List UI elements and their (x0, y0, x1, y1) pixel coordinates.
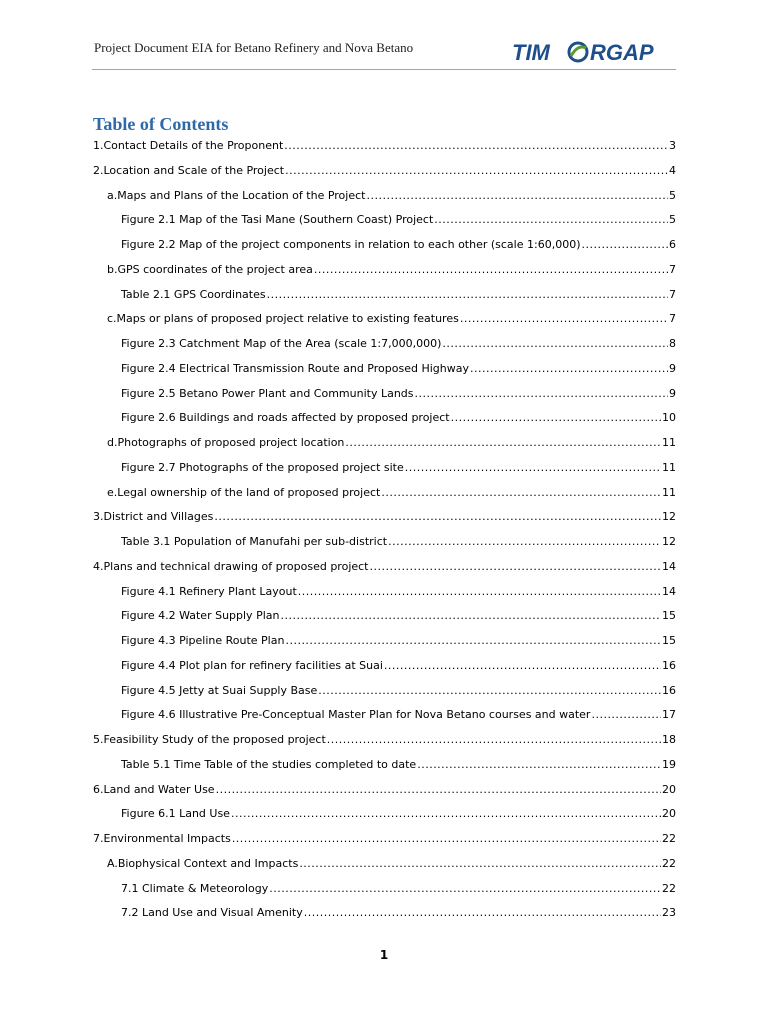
toc-entry-label: Table 2.1 GPS Coordinates (121, 287, 266, 301)
toc-entry[interactable] (121, 657, 676, 675)
toc-entry-number: 4. (93, 559, 104, 573)
toc-dot-leader (460, 310, 668, 328)
toc-entry-page: 10 (662, 411, 676, 425)
toc-entry-number: 5. (93, 733, 104, 746)
toc-entry-number: 3. (93, 510, 104, 524)
toc-dot-leader (284, 137, 668, 155)
toc-entry-page: 9 (669, 361, 676, 375)
toc-entry-page: 18 (662, 733, 676, 746)
toc-entry[interactable] (121, 756, 676, 774)
toc-entry-number: d. (107, 436, 118, 449)
toc-entry-page: 22 (662, 856, 676, 870)
toc-dot-leader (451, 409, 661, 427)
toc-entry-number: 6. (93, 782, 104, 796)
page-number: 1 (379, 948, 389, 962)
toc-entry[interactable] (107, 484, 676, 502)
toc-entry-page: 5 (669, 188, 676, 202)
toc-dot-leader (591, 706, 661, 724)
toc-dot-leader (366, 187, 668, 205)
toc-dot-leader (381, 484, 661, 502)
toc-entry[interactable] (107, 187, 676, 205)
toc-entry[interactable] (121, 236, 676, 254)
toc-entry-label: Figure 2.5 Betano Power Plant and Community Lands (121, 386, 414, 400)
toc-dot-leader (269, 880, 661, 898)
toc-dot-leader (318, 682, 661, 700)
toc-entry-page: 9 (669, 386, 676, 400)
toc-entry[interactable] (121, 805, 676, 823)
toc-entry-page: 20 (662, 807, 676, 821)
toc-entry-number: 7. (93, 832, 104, 845)
toc-entry-label: Maps or plans of proposed project relative to existing features (116, 312, 459, 326)
toc-dot-leader (470, 360, 668, 378)
toc-dot-leader (417, 756, 661, 774)
toc-entry-number: A. (107, 856, 118, 870)
toc-entry[interactable] (121, 682, 676, 700)
toc-entry-label: Table 3.1 Population of Manufahi per sub-district (121, 535, 388, 548)
header-divider (92, 69, 676, 70)
toc-dot-leader (581, 236, 668, 254)
toc-dot-leader (304, 904, 661, 922)
toc-dot-leader (298, 583, 661, 601)
toc-entry-page: 12 (662, 510, 676, 524)
toc-entry-label: Figure 4.4 Plot plan for refinery facilities at Suai (121, 658, 383, 672)
toc-dot-leader (327, 731, 661, 749)
toc-entry-label: District and Villages (103, 510, 214, 524)
toc-entry-label: Figure 4.5 Jetty at Suai Supply Base (121, 683, 318, 697)
toc-entry-page: 14 (662, 584, 676, 598)
toc-entry[interactable] (93, 508, 676, 526)
toc-entry[interactable] (121, 335, 676, 353)
toc-dot-leader (415, 385, 668, 403)
toc-entry-label: Biophysical Context and Impacts (117, 856, 299, 870)
document-header-title: Project Document EIA for Betano Refinery and Nova Betano (94, 40, 414, 55)
toc-dot-leader (442, 335, 668, 353)
svg-text:TIM: TIM (512, 40, 550, 65)
toc-dot-leader (434, 211, 668, 229)
toc-entry[interactable] (107, 261, 676, 279)
toc-entry[interactable] (121, 904, 676, 922)
toc-dot-leader (285, 632, 661, 650)
toc-entry-label: Table 5.1 Time Table of the studies completed to date (121, 757, 417, 771)
toc-entry[interactable] (121, 533, 676, 551)
toc-entry-label: Figure 2.6 Buildings and roads affected by proposed project (121, 411, 450, 425)
toc-entry-page: 14 (662, 559, 676, 573)
toc-dot-leader (216, 781, 661, 799)
toc-dot-leader (267, 286, 668, 304)
toc-entry[interactable] (121, 360, 676, 378)
toc-dot-leader (345, 434, 661, 452)
toc-entry[interactable] (121, 409, 676, 427)
toc-entry-label: Figure 4.3 Pipeline Route Plan (121, 634, 285, 647)
toc-entry[interactable] (121, 607, 676, 625)
toc-entry-page: 8 (669, 337, 676, 350)
toc-entry-label: Feasibility Study of the proposed project (103, 733, 326, 746)
toc-entry-page: 6 (669, 238, 676, 251)
toc-entry-page: 7 (669, 262, 676, 276)
toc-entry-label: Figure 6.1 Land Use (121, 807, 230, 821)
svg-text:RGAP: RGAP (590, 40, 654, 65)
toc-entry-label: Legal ownership of the land of proposed project (117, 485, 381, 499)
toc-entry-label: Figure 4.6 Illustrative Pre-Conceptual Master Plan for Nova Betano courses and water (121, 708, 591, 722)
toc-entry-label: GPS coordinates of the project area (117, 262, 313, 276)
toc-dot-leader (388, 533, 661, 551)
toc-entry-label: 7.1 Climate & Meteorology (121, 881, 269, 895)
toc-entry[interactable] (93, 558, 676, 576)
toc-entry-page: 15 (662, 609, 676, 623)
toc-dot-leader (231, 805, 661, 823)
toc-entry-page: 4 (669, 163, 676, 177)
toc-entry-number: c. (107, 312, 117, 326)
toc-dot-leader (384, 657, 661, 675)
toc-entry-page: 20 (662, 782, 676, 796)
toc-entry-number: 1. (93, 139, 104, 152)
toc-entry-label: Plans and technical drawing of proposed project (103, 559, 369, 573)
toc-entry-page: 7 (669, 312, 676, 326)
toc-entry-page: 16 (662, 658, 676, 672)
toc-entry-page: 11 (662, 485, 676, 499)
toc-entry-page: 3 (669, 139, 676, 152)
toc-dot-leader (232, 830, 661, 848)
toc-entry[interactable] (121, 632, 676, 650)
toc-entry[interactable] (93, 162, 676, 180)
toc-dot-leader (285, 162, 668, 180)
toc-entry-label: Figure 4.2 Water Supply Plan (121, 609, 280, 623)
toc-entry-label: Figure 2.4 Electrical Transmission Route and Proposed Highway (121, 361, 469, 375)
toc-entry-label: Figure 2.2 Map of the project components in relation to each other (scale 1:60,000) (121, 238, 581, 251)
toc-entry[interactable] (107, 434, 676, 452)
toc-entry[interactable] (121, 286, 676, 304)
toc-entry[interactable] (93, 137, 676, 155)
toc-entry-page: 19 (662, 757, 676, 771)
toc-entry[interactable] (121, 459, 676, 477)
toc-entry-page: 16 (662, 683, 676, 697)
toc-entry[interactable] (93, 830, 676, 848)
toc-entry-label: Environmental Impacts (103, 832, 231, 845)
toc-dot-leader (280, 607, 661, 625)
toc-entry-number: 2. (93, 163, 104, 177)
toc-entry-page: 17 (662, 708, 676, 722)
toc-entry[interactable] (121, 583, 676, 601)
toc-entry-number: e. (107, 485, 118, 499)
toc-entry-page: 7 (669, 287, 676, 301)
toc-entry[interactable] (107, 855, 676, 873)
toc-entry-label: Location and Scale of the Project (103, 163, 285, 177)
toc-entry-number: a. (107, 188, 118, 202)
toc-entry-label: Contact Details of the Proponent (103, 139, 284, 152)
toc-dot-leader (314, 261, 668, 279)
toc-dot-leader (370, 558, 662, 576)
toc-entry-label: Figure 2.7 Photographs of the proposed project site (121, 460, 404, 474)
toc-entry[interactable] (93, 731, 676, 749)
toc-entry-label: Photographs of proposed project location (117, 436, 345, 449)
toc-entry-page: 22 (662, 832, 676, 845)
toc-entry-page: 5 (669, 213, 676, 227)
toc-dot-leader (405, 459, 661, 477)
toc-dot-leader (214, 508, 661, 526)
toc-entry-label: Figure 2.3 Catchment Map of the Area (scale 1:7,000,000) (121, 337, 442, 350)
timorgap-logo (510, 38, 670, 66)
toc-entry-label: Figure 2.1 Map of the Tasi Mane (Southern Coast) Project (121, 213, 434, 227)
toc-entry[interactable] (121, 211, 676, 229)
toc-entry[interactable] (93, 781, 676, 799)
toc-entry-label: 7.2 Land Use and Visual Amenity (121, 906, 303, 920)
toc-entry-page: 11 (662, 460, 676, 474)
toc-entry-label: Figure 4.1 Refinery Plant Layout (121, 584, 297, 598)
toc-dot-leader (299, 855, 661, 873)
toc-entry-page: 22 (662, 881, 676, 895)
toc-entry[interactable] (107, 310, 676, 328)
toc-entry-page: 12 (662, 535, 676, 548)
toc-entry-label: Land and Water Use (103, 782, 215, 796)
toc-title: Table of Contents (93, 114, 229, 134)
toc-entry-number: b. (107, 262, 118, 276)
toc-entry-page: 11 (662, 436, 676, 449)
toc-entry[interactable] (121, 385, 676, 403)
toc-entry-page: 15 (662, 634, 676, 647)
toc-entry[interactable] (121, 880, 676, 898)
toc-entry-page: 23 (662, 906, 676, 920)
toc-entry-label: Maps and Plans of the Location of the Project (117, 188, 366, 202)
toc-entry[interactable] (121, 706, 676, 724)
